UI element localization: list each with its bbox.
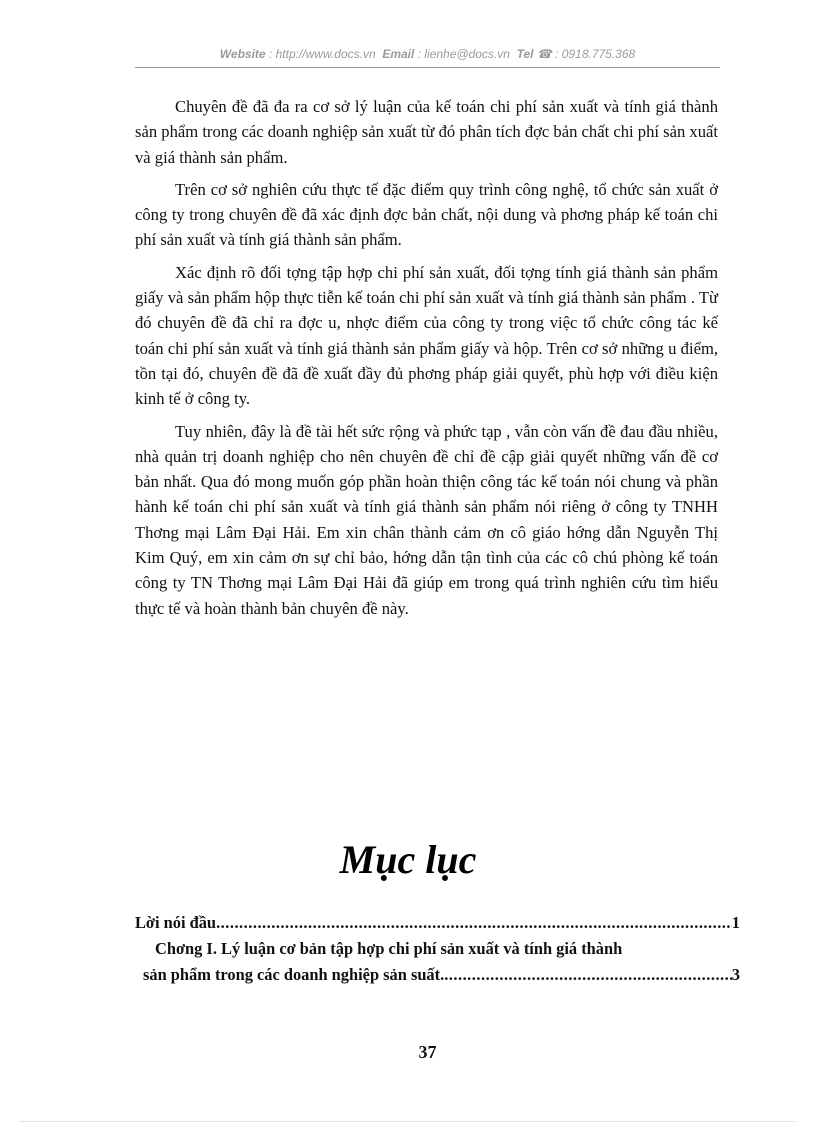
- toc-entry-continuation: [135, 962, 740, 988]
- toc-entry-page: 1: [731, 913, 740, 932]
- page-bottom-divider: [20, 1121, 796, 1122]
- toc-entry-label: Chơng I. Lý luận cơ bản tập hợp chi phí sản xuất và tính giá thành: [155, 939, 623, 958]
- toc-leader-dots: [216, 910, 732, 936]
- paragraph: Chuyên đề đã đa ra cơ sở lý luận của kế toán chi phí sản xuất và tính giá thành sản phẩm trong các doanh nghiệp sản xuất từ đó phân tích đợc bản chất chi phí sản xuất và giá thành sản phẩm.: [135, 97, 718, 167]
- tel-value: ☎ : 0918.775.368: [536, 47, 636, 61]
- table-of-contents: [135, 910, 740, 988]
- toc-title: Mục lục: [339, 837, 477, 882]
- email-value: : lienhe@docs.vn: [417, 47, 510, 61]
- header-divider: [135, 67, 720, 68]
- website-label: Website: [219, 47, 266, 61]
- toc-entry-page: 3: [731, 965, 740, 984]
- toc-leader-dots: [444, 962, 732, 988]
- paragraph: Trên cơ sở nghiên cứu thực tế đặc điểm quy trình công nghệ, tổ chức sản xuất ở công ty trong chuyên đề đã xác định đợc bản chất, nội dung và phơng pháp kế toán chi phí sản xuất và tính giá thành sản phẩm.: [135, 179, 718, 250]
- email-label: Email: [382, 47, 415, 61]
- toc-entry: [135, 936, 740, 962]
- paragraph: Tuy nhiên, đây là đề tài hết sức rộng và phức tạp , vẫn còn vấn đề đau đầu nhiều, nhà quản trị doanh nghiệp cho nên chuyên đề chỉ đề cập giải quyết những vấn đề cơ bản nhất. Qua đó mong muốn góp phần hoàn thiện công tác kế toán nói chung và phần hành kế toán chi phí sản xuất và tính giá thành sản phẩm nói riêng ở công ty TNHH Thơng mại Lâm Đại Hải. Em xin chân thành cảm ơn cô giáo hớng dẫn Nguyễn Thị Kim Quý, em xin cảm ơn sự chỉ bảo, hớng dẫn tận tình của các cô chú phòng kế toán công ty TN Thơng mại Lâm Đại Hải đã giúp em trong quá trình nghiên cứu tìm hiểu thực tế và hoàn thành bản chuyên đề này.: [135, 421, 718, 618]
- conclusion-text: [135, 94, 718, 628]
- tel-label: Tel: [516, 47, 534, 61]
- page-header: [135, 47, 720, 61]
- page-number: 37: [418, 1042, 437, 1062]
- toc-entry-label: Lời nói đầu: [135, 913, 217, 932]
- website-value: : http://www.docs.vn: [268, 47, 376, 61]
- paragraph: Xác định rõ đối tợng tập hợp chi phí sản xuất, đối tợng tính giá thành sản phẩm giấy và sản phẩm hộp thực tiễn kế toán chi phí sản xuất và tính giá thành sản phẩm . Từ đó chuyên đề đã chỉ ra đợc u, nhợc điểm của công ty trong việc tổ chức công tác kế toán chi phí sản xuất và tính giá thành sản phẩm giấy và hộp. Trên cơ sở những u điểm, tồn tại đó, chuyên đề đã đề xuất đầy đủ phơng pháp giải quyết, phù hợp với điều kiện kinh tế ở công ty.: [135, 262, 718, 409]
- toc-entry: [135, 910, 740, 936]
- toc-entry-label: sản phẩm trong các doanh nghiệp sản suất.: [143, 965, 445, 984]
